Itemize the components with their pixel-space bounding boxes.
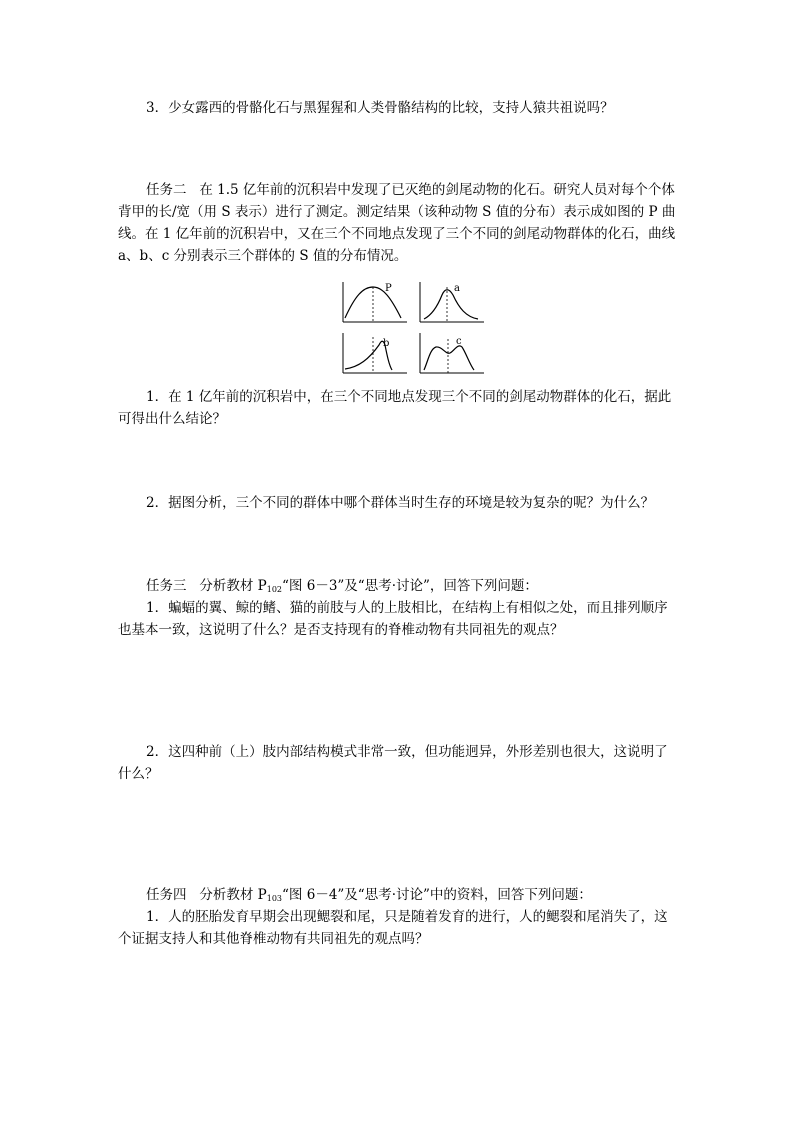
task3-intro: 任务三 分析教材 $P_{102}“$图 6－3”及“思考·讨论”，回答下列问题： bbox=[146, 578, 538, 594]
task2-question-2: 2．据图分析，三个不同的群体中哪个群体当时生存的环境是较为复杂的呢？为什么？ bbox=[146, 495, 655, 511]
task2-question-1: 1．在 1 亿年前的沉积岩中，在三个不同地点发现三个不同的剑尾动物群体的化石，据此可得出什么结论？ bbox=[118, 389, 672, 427]
task3-question-1: 1．蝙蝠的翼、鲸的鳍、猫的前肢与人的上肢相比，在结构上有相似之处，而且排列顺序也基本一致，这说明了什么？是否支持现有的脊椎动物有共同祖先的观点？ bbox=[118, 600, 668, 638]
graph-p bbox=[339, 280, 411, 326]
task2-intro bbox=[118, 179, 678, 267]
page-number: 102 bbox=[266, 585, 283, 594]
task4-question-1: 1．人的胚胎发育早期会出现鳃裂和尾，只是随着发育的进行，人的鳃裂和尾消失了，这个证据支持人和其他脊椎动物有共同祖先的观点吗？ bbox=[118, 909, 668, 947]
task3-question-2: 2．这四种前（上）肢内部结构模式非常一致，但功能迥异，外形差别也很大，这说明了什么？ bbox=[118, 744, 668, 782]
label-b: b bbox=[383, 338, 390, 349]
task4-heading: 任务四 bbox=[146, 887, 187, 903]
label-c: c bbox=[456, 336, 462, 347]
label-p: P bbox=[385, 283, 392, 294]
curve-c bbox=[424, 346, 474, 370]
task2-text: 在 1.5 亿年前的沉积岩中发现了已灭绝的剑尾动物的化石。研究人员对每个个体背甲的长/宽（用 S 表示）进行了测定。测定结果（该种动物 S 值的分布）表示成如图的 P 曲线。在 1 亿年前的沉积岩中，又在三个不同地点发现了三个不同的剑尾动物群体的化石，曲线 a、b、c 分别表示三个群体的 S 值的分布情况。 bbox=[118, 182, 676, 264]
curve-a bbox=[424, 290, 478, 319]
graph-c bbox=[416, 331, 488, 377]
label-a: a bbox=[454, 283, 460, 294]
graph-b bbox=[339, 331, 411, 377]
task3-heading: 任务三 bbox=[146, 578, 187, 594]
graph-a bbox=[416, 280, 488, 326]
task2-heading: 任务二 bbox=[146, 182, 187, 198]
page-number: 103 bbox=[266, 894, 283, 903]
question-3: 3．少女露西的骨骼化石与黑猩猩和人类骨骼结构的比较，支持人猿共祖说吗？ bbox=[146, 100, 614, 116]
task4-intro: 任务四 分析教材 $P_{103}“$图 6－4”及“思考·讨论”中的资料，回答下列问题： bbox=[146, 887, 592, 903]
